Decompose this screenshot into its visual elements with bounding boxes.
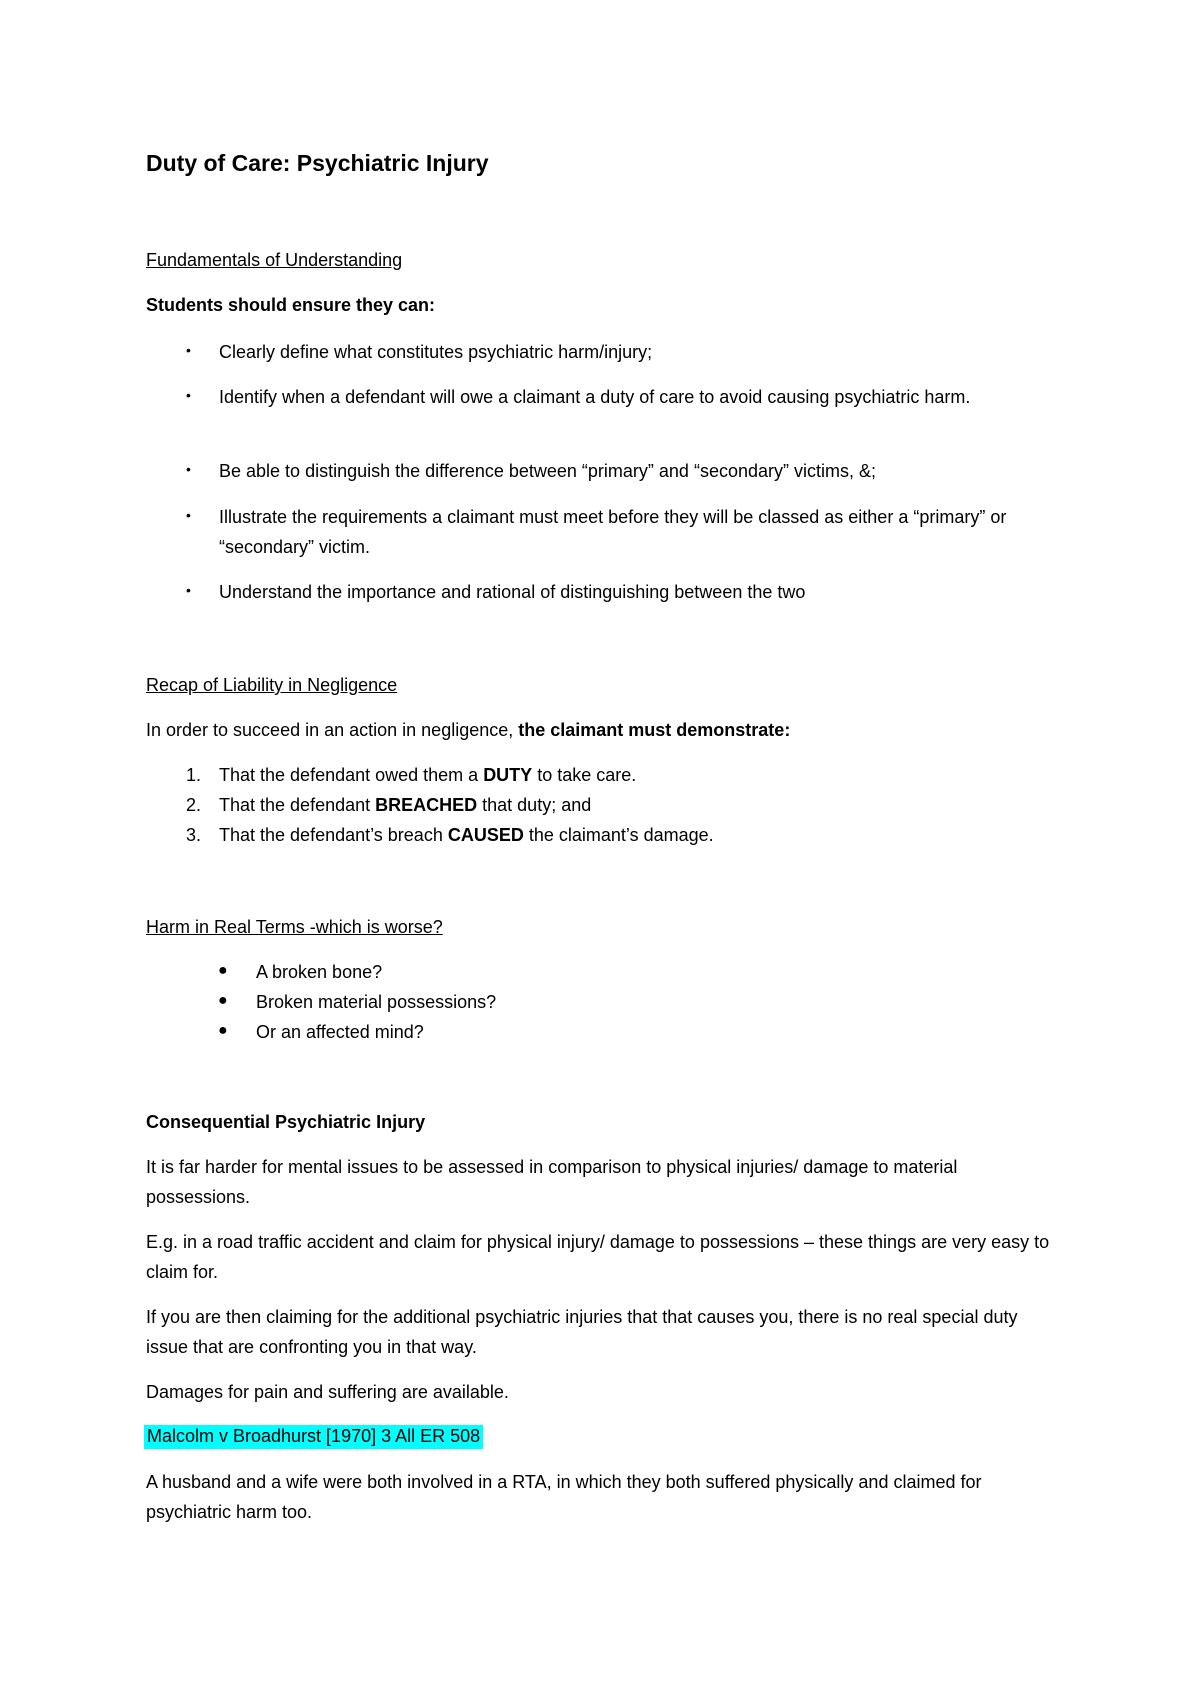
- recap-intro: [146, 720, 790, 741]
- recap-list-item: [146, 765, 636, 786]
- recap-item-keyword: DUTY: [483, 765, 533, 785]
- harm-heading: Harm in Real Terms -which is worse?: [146, 917, 443, 937]
- recap-item-keyword: BREACHED: [375, 795, 478, 815]
- recap-intro-plain: In order to succeed in an action in negligence,: [146, 720, 519, 740]
- bullet-icon: •: [186, 507, 191, 523]
- fundamentals-list-item: [146, 456, 1056, 486]
- bullet-icon: ●: [218, 1022, 228, 1039]
- list-number: 3.: [186, 825, 202, 845]
- recap-item-text: That the defendant owed them a: [219, 765, 484, 785]
- recap-list-item: [146, 795, 591, 816]
- recap-item-text: to take care.: [532, 765, 637, 785]
- list-number: 1.: [186, 765, 202, 785]
- harm-list-item: [146, 992, 496, 1013]
- consequential-paragraph: It is far harder for mental issues to be assessed in comparison to physical injuries/ damage to material possessions.: [146, 1157, 958, 1207]
- fundamentals-item-text: Clearly define what constitutes psychiatric harm/injury;: [219, 342, 653, 362]
- fundamentals-item-text: Be able to distinguish the difference between “primary” and “secondary” victims, &;: [219, 461, 876, 481]
- recap-item-text: That the defendant: [219, 795, 376, 815]
- fundamentals-list-item: [146, 502, 1056, 562]
- list-number: 2.: [186, 795, 202, 815]
- recap-item-text: That the defendant’s breach: [219, 825, 448, 845]
- fundamentals-list-item: [146, 382, 1056, 412]
- fundamentals-item-text: Illustrate the requirements a claimant must meet before they will be classed as either a “primary” or “secondary” victim.: [219, 507, 1007, 557]
- fundamentals-item-text: Understand the importance and rational of distinguishing between the two: [219, 582, 806, 602]
- document-title: Duty of Care: Psychiatric Injury: [146, 150, 489, 176]
- recap-item-text: that duty; and: [477, 795, 592, 815]
- consequential-paragraph: If you are then claiming for the additional psychiatric injuries that that causes you, there is no real special duty issue that are confronting you in that way.: [146, 1307, 1018, 1357]
- fundamentals-list-item: [146, 577, 1056, 607]
- harm-item-text: Broken material possessions?: [256, 992, 497, 1012]
- recap-item-keyword: CAUSED: [447, 825, 524, 845]
- harm-item-text: A broken bone?: [256, 962, 383, 982]
- bullet-icon: ●: [218, 992, 228, 1009]
- recap-list-item: [146, 825, 714, 846]
- bullet-icon: •: [186, 461, 191, 477]
- bullet-icon: •: [186, 582, 191, 598]
- fundamentals-heading: Fundamentals of Understanding: [146, 250, 403, 270]
- harm-item-text: Or an affected mind?: [256, 1022, 424, 1042]
- case-citation: Malcolm v Broadhurst [1970] 3 All ER 508: [144, 1425, 483, 1449]
- consequential-paragraph: Damages for pain and suffering are available.: [146, 1382, 509, 1402]
- bullet-icon: •: [186, 387, 191, 403]
- consequential-paragraph: E.g. in a road traffic accident and claim for physical injury/ damage to possessions – these things are very easy to claim for.: [146, 1232, 1050, 1282]
- fundamentals-intro: Students should ensure they can:: [146, 295, 436, 315]
- bullet-icon: ●: [218, 962, 228, 979]
- recap-item-text: the claimant’s damage.: [523, 825, 714, 845]
- consequential-heading: Consequential Psychiatric Injury: [146, 1112, 426, 1132]
- fundamentals-item-text: Identify when a defendant will owe a claimant a duty of care to avoid causing psychiatric harm.: [219, 387, 971, 407]
- fundamentals-list-item: [146, 337, 1056, 367]
- recap-heading: Recap of Liability in Negligence: [146, 675, 398, 695]
- harm-list-item: [146, 1022, 424, 1043]
- case-summary: A husband and a wife were both involved in a RTA, in which they both suffered physically and claimed for psychiatric harm too.: [146, 1472, 982, 1522]
- recap-intro-bold: the claimant must demonstrate:: [518, 720, 791, 740]
- harm-list-item: [146, 962, 382, 983]
- bullet-icon: •: [186, 342, 191, 358]
